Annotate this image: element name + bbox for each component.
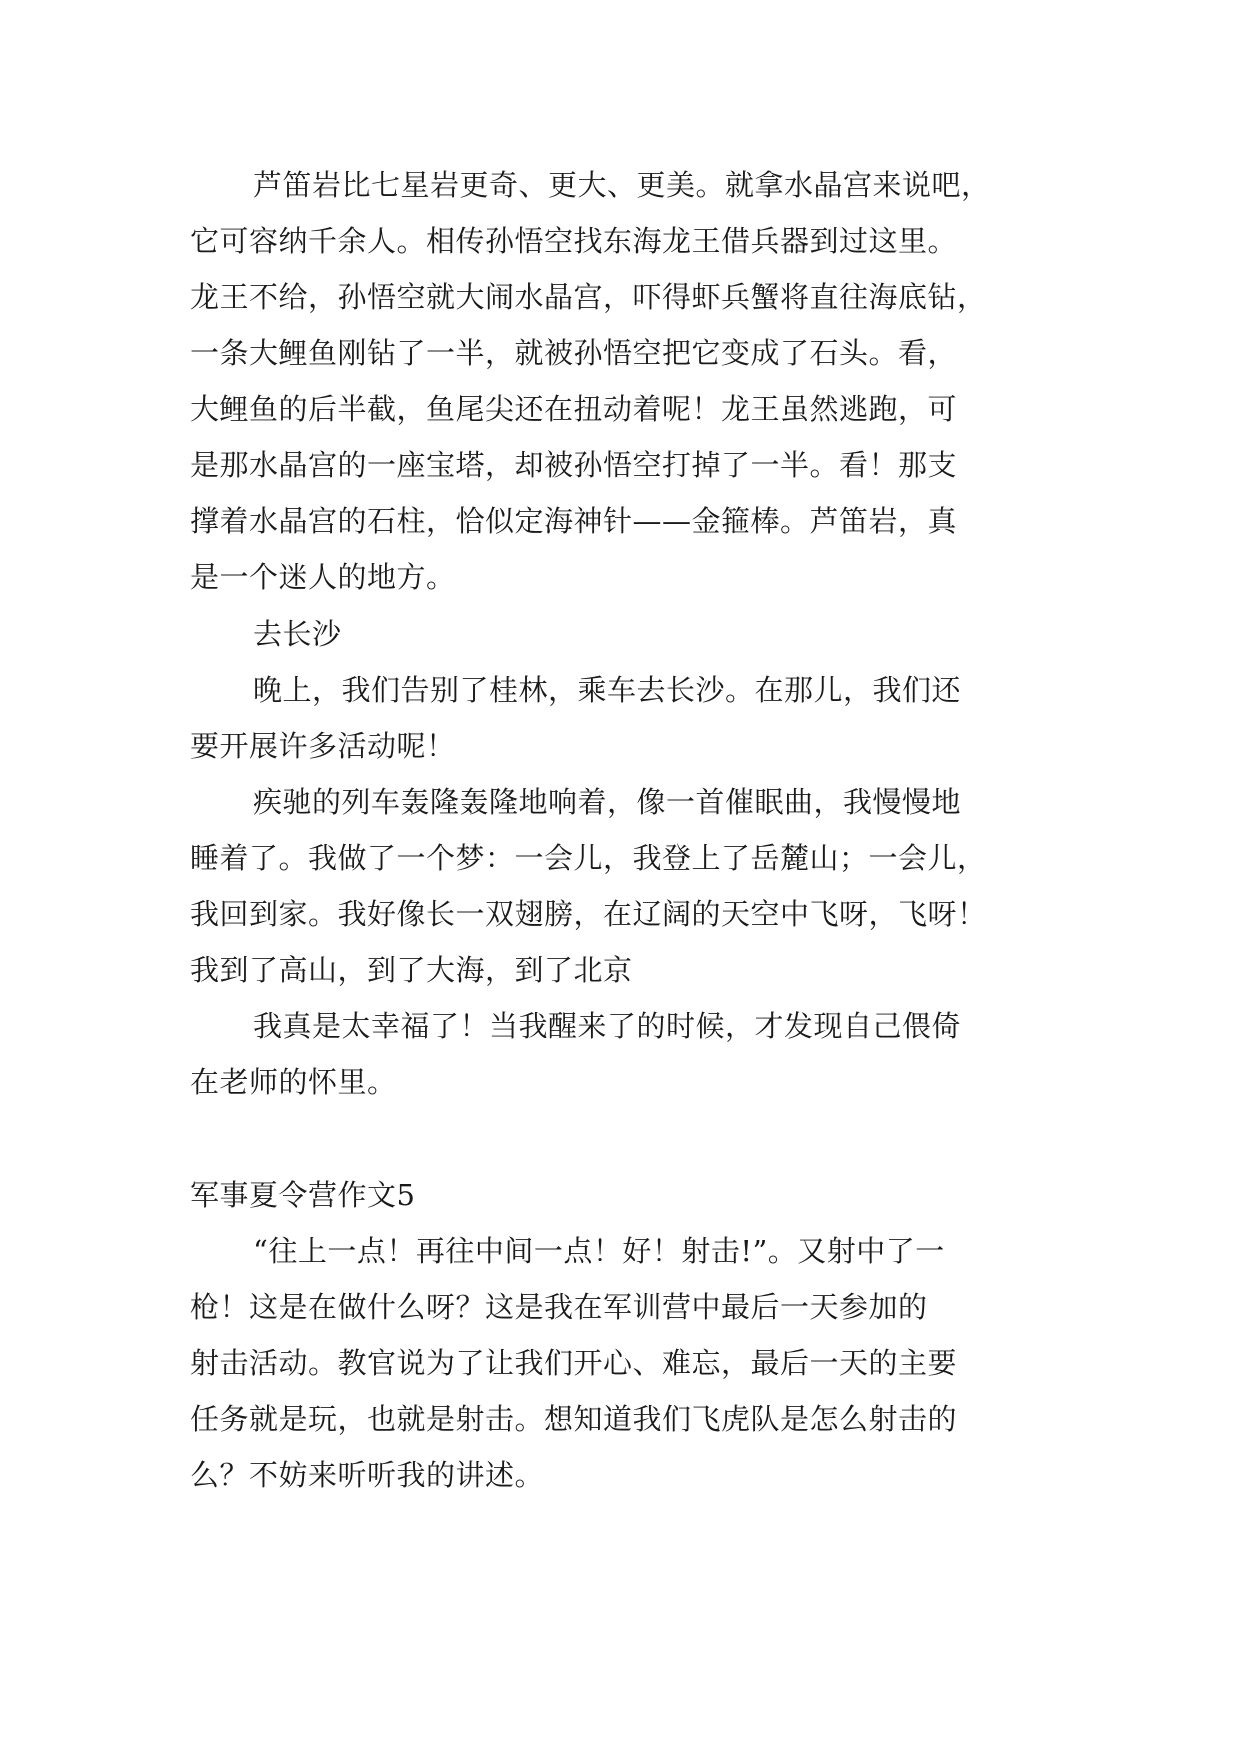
paragraph-line: 我真是太幸福了！当我醒来了的时候，才发现自己偎倚 xyxy=(253,1009,962,1043)
paragraph-line: 我回到家。我好像长一双翅膀，在辽阔的天空中飞呀，飞呀！ xyxy=(190,897,987,931)
section-title: 军事夏令营作文5 xyxy=(190,1178,416,1212)
paragraph-line: 撑着水晶宫的石柱，恰似定海神针——金箍棒。芦笛岩，真 xyxy=(190,504,958,538)
paragraph-line: 龙王不给，孙悟空就大闹水晶宫，吓得虾兵蟹将直往海底钻， xyxy=(190,280,987,314)
section-subheading: 去长沙 xyxy=(253,617,342,651)
paragraph-line: 射击活动。教官说为了让我们开心、难忘，最后一天的主要 xyxy=(190,1346,958,1380)
paragraph-line: 睡着了。我做了一个梦：一会儿，我登上了岳麓山；一会儿， xyxy=(190,841,987,875)
paragraph-line: “往上一点！再往中间一点！好！射击!”。又射中了一 xyxy=(253,1234,945,1268)
paragraph-line: 是那水晶宫的一座宝塔，却被孙悟空打掉了一半。看！那支 xyxy=(190,448,958,482)
paragraph-line: 要开展许多活动呢！ xyxy=(190,729,456,763)
paragraph-line: 芦笛岩比七星岩更奇、更大、更美。就拿水晶宫来说吧， xyxy=(253,168,991,202)
paragraph-line: 任务就是玩，也就是射击。想知道我们飞虎队是怎么射击的 xyxy=(190,1402,958,1436)
paragraph-line: 疾驰的列车轰隆轰隆地响着，像一首催眠曲，我慢慢地 xyxy=(253,785,962,819)
paragraph-line: 大鲤鱼的后半截，鱼尾尖还在扭动着呢！龙王虽然逃跑，可 xyxy=(190,392,958,426)
paragraph-line: 我到了高山，到了大海，到了北京 xyxy=(190,953,633,987)
paragraph-line: 它可容纳千余人。相传孙悟空找东海龙王借兵器到过这里。 xyxy=(190,224,958,258)
paragraph-line: 在老师的怀里。 xyxy=(190,1065,397,1099)
paragraph-line: 么？不妨来听听我的讲述。 xyxy=(190,1458,545,1492)
paragraph-line: 一条大鲤鱼刚钻了一半，就被孙悟空把它变成了石头。看， xyxy=(190,336,958,370)
paragraph-line: 枪！这是在做什么呀？这是我在军训营中最后一天参加的 xyxy=(190,1290,928,1324)
paragraph-line: 是一个迷人的地方。 xyxy=(190,560,456,594)
paragraph-line: 晚上，我们告别了桂林，乘车去长沙。在那儿，我们还 xyxy=(253,673,962,707)
